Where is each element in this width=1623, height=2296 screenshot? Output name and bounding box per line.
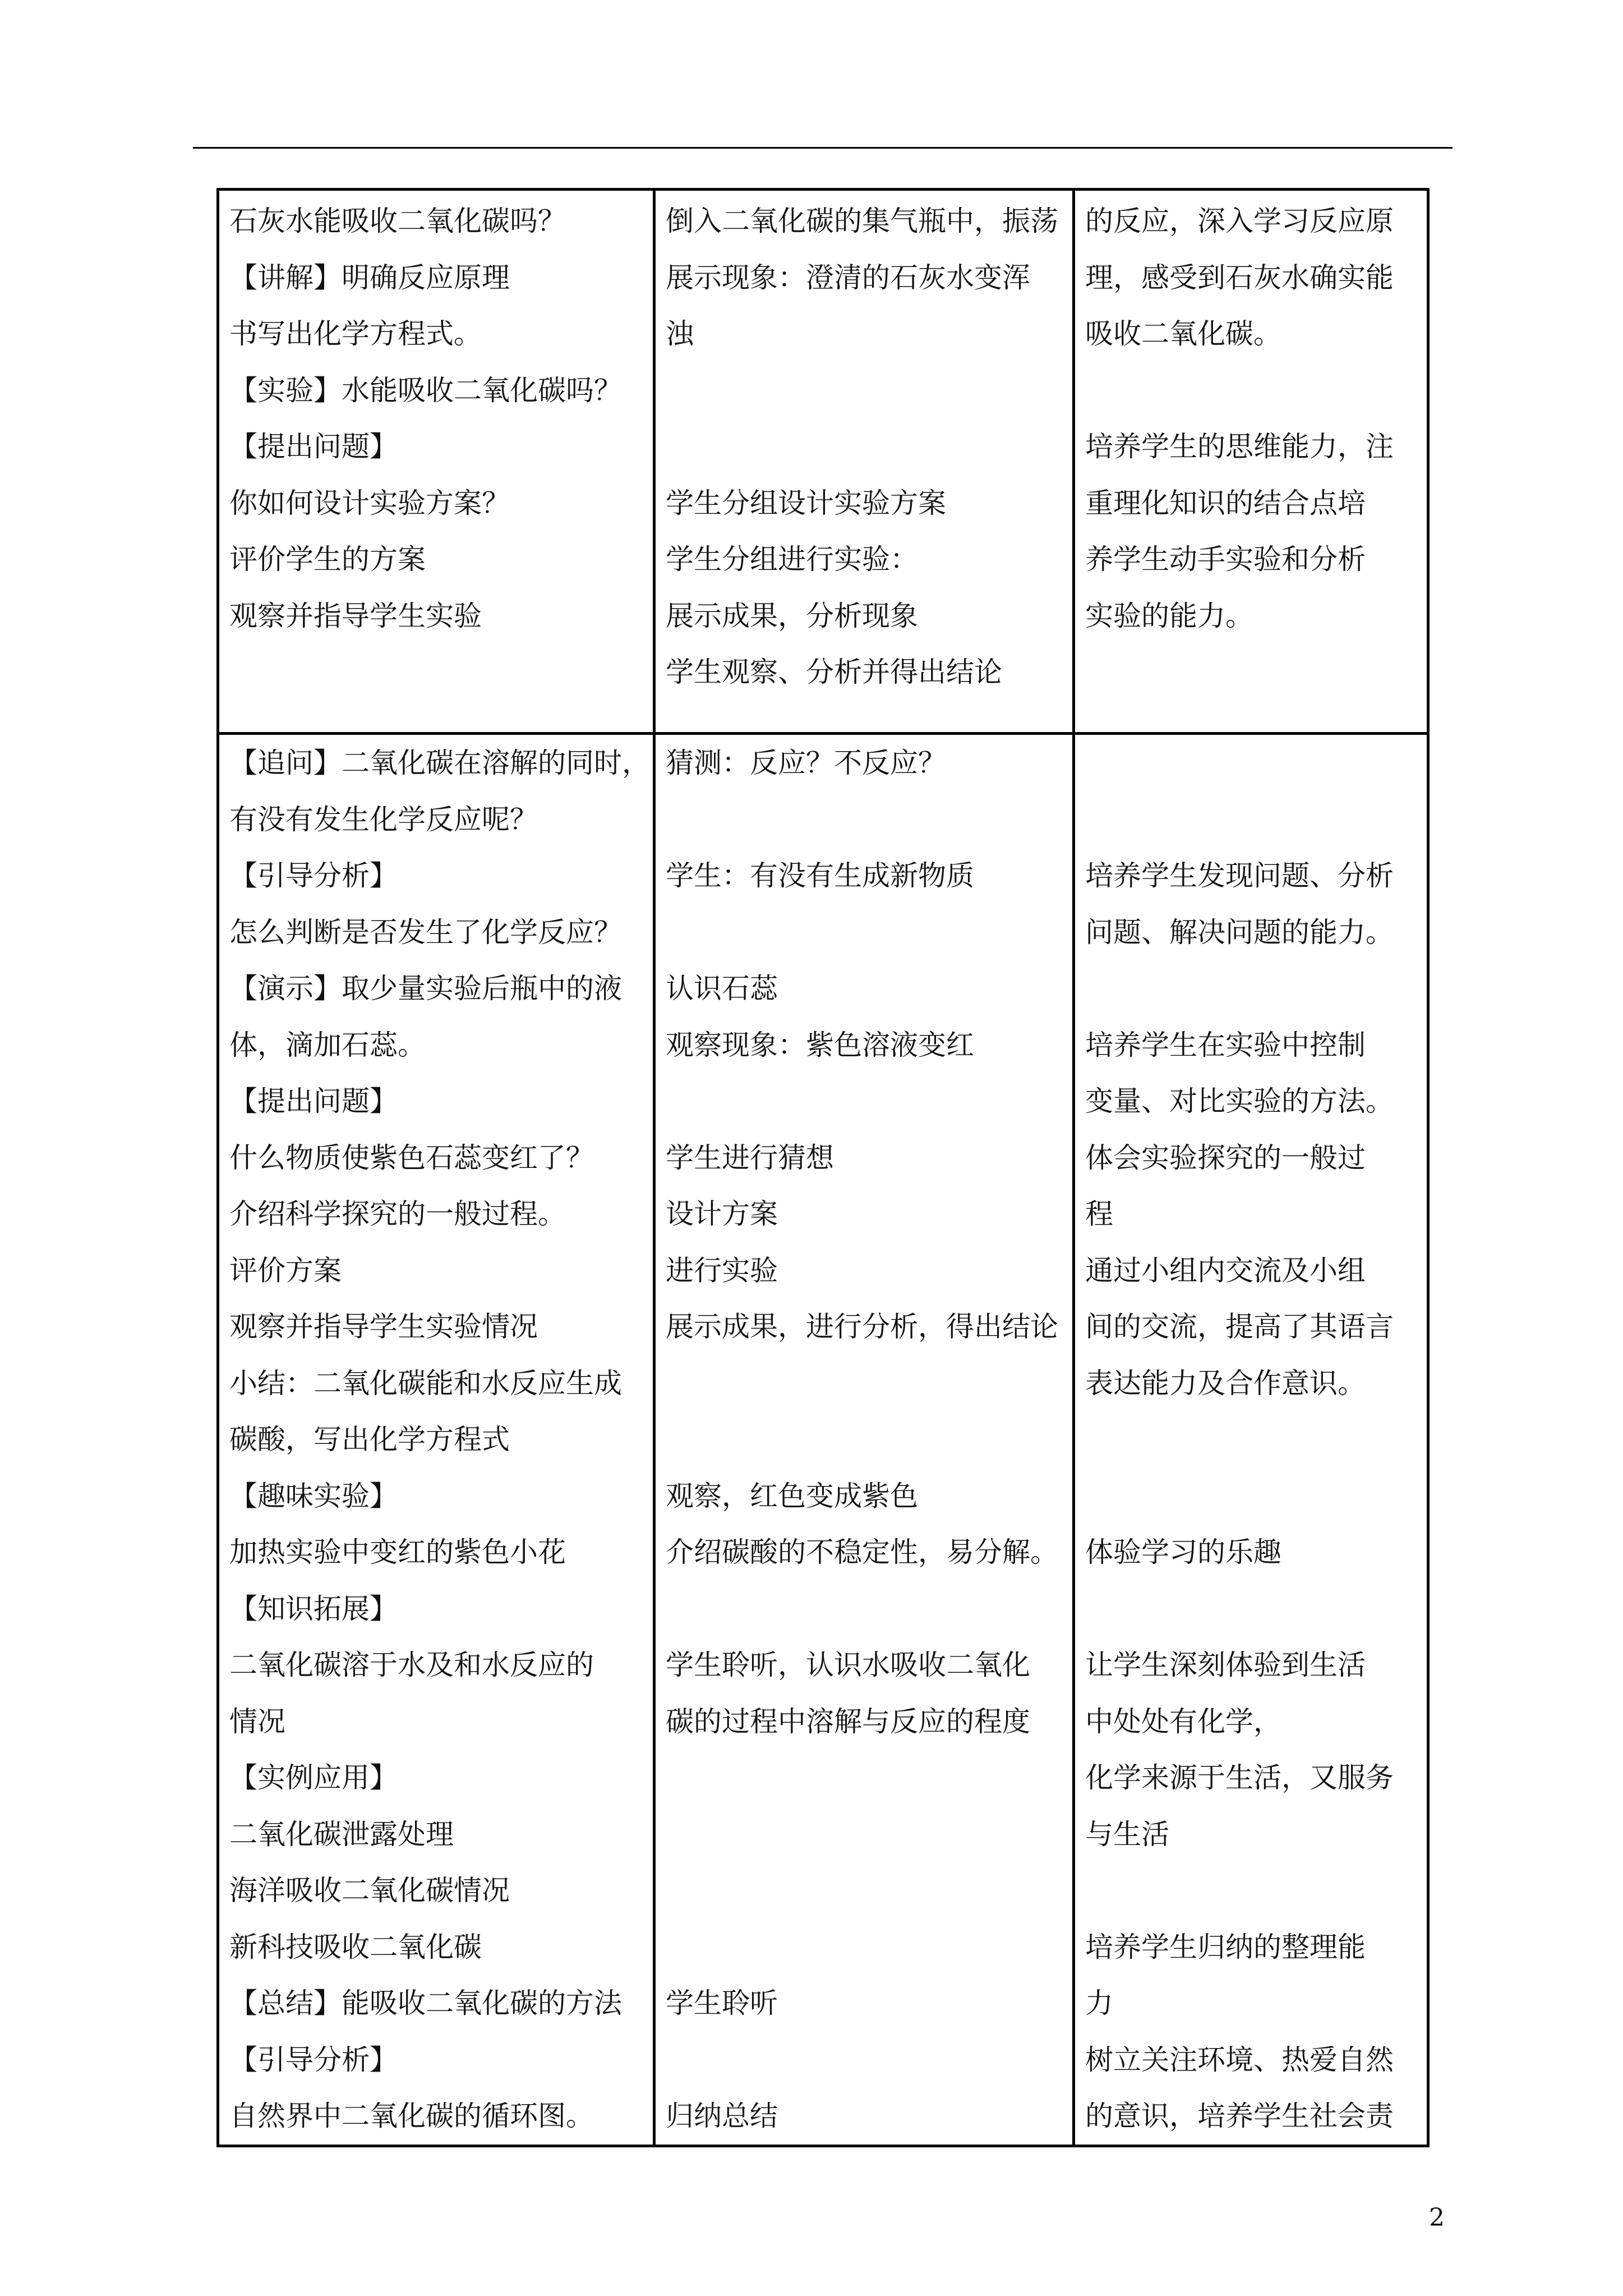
cell-line: 【引导分析】: [229, 859, 398, 892]
cell-line: 【追问】二氧化碳在溶解的同时，: [229, 747, 650, 779]
cell-line: [666, 1581, 1062, 1637]
cell-line: 展示现象：澄清的石灰水变浑: [666, 261, 1030, 294]
cell-line: [1085, 1581, 1417, 1637]
cell-line: 倒入二氧化碳的集气瓶中，振荡: [666, 205, 1058, 237]
cell-line: 碳酸，写出化学方程式: [229, 1423, 510, 1456]
cell-line: 变量、对比实验的方法。: [1085, 1085, 1394, 1117]
cell-line: [666, 418, 1062, 475]
design-intent-cell: [1074, 190, 1428, 734]
cell-line: [666, 1919, 1062, 1976]
cell-line: 中处处有化学，: [1085, 1705, 1281, 1738]
cell-line: 【引导分析】: [229, 2043, 398, 2076]
cell-line: 体，滴加石蕊。: [229, 1028, 426, 1061]
cell-line: 吸收二氧化碳。: [1085, 318, 1281, 350]
cell-line: 程: [1085, 1198, 1113, 1230]
cell-line: 你如何设计实验方案？: [229, 486, 510, 519]
cell-line: 树立关注环境、热爱自然: [1085, 2043, 1394, 2076]
cell-line: [666, 1355, 1062, 1412]
cell-line: 学生分组设计实验方案: [666, 486, 946, 519]
cell-line: 通过小组内交流及小组: [1085, 1254, 1366, 1287]
cell-line: 与生活: [1085, 1818, 1169, 1851]
cell-line: 怎么判断是否发生了化学反应？: [229, 915, 622, 949]
cell-line: 力: [1085, 1987, 1113, 2019]
cell-line: 观察并指导学生实验情况: [229, 1310, 538, 1343]
cell-line: 认识石蕊: [666, 972, 778, 1005]
cell-line: [666, 792, 1062, 848]
cell-line: [229, 644, 643, 701]
table-row: [218, 190, 1428, 734]
cell-line: 【总结】能吸收二氧化碳的方法: [229, 1987, 622, 2019]
cell-line: 学生进行猜想: [666, 1141, 834, 1174]
cell-line: 实验的能力。: [1085, 599, 1253, 632]
cell-line: 【提出问题】: [229, 430, 398, 463]
cell-line: 的意识，培养学生社会责: [1085, 2100, 1394, 2132]
cell-line: 问题、解决问题的能力。: [1085, 915, 1394, 949]
cell-line: 评价学生的方案: [229, 543, 426, 576]
cell-line: [666, 1411, 1062, 1468]
cell-line: 学生聆听，认识水吸收二氧化: [666, 1649, 1030, 1681]
cell-line: 碳的过程中溶解与反应的程度: [666, 1705, 1030, 1738]
cell-line: 设计方案: [666, 1198, 778, 1230]
cell-line: [1085, 792, 1417, 848]
cell-line: 什么物质使紫色石蕊变红了？: [229, 1141, 594, 1174]
cell-line: 情况: [229, 1705, 285, 1738]
cell-line: 【趣味实验】: [229, 1479, 398, 1512]
student-activity-cell: [654, 190, 1074, 734]
cell-line: [666, 1862, 1062, 1919]
cell-line: 浊: [666, 318, 694, 350]
cell-line: 培养学生在实验中控制: [1085, 1028, 1366, 1061]
cell-line: 养学生动手实验和分析: [1085, 543, 1366, 576]
cell-line: 表达能力及合作意识。: [1085, 1366, 1366, 1400]
cell-line: 培养学生归纳的整理能: [1085, 1930, 1366, 1963]
cell-line: 【实例应用】: [229, 1761, 398, 1794]
header-rule: [193, 147, 1453, 149]
cell-line: [1085, 362, 1417, 419]
student-activity-cell: [654, 734, 1074, 2146]
cell-line: 展示成果，分析现象: [666, 599, 918, 632]
cell-line: 小结：二氧化碳能和水反应生成: [229, 1366, 622, 1400]
cell-line: 培养学生发现问题、分析: [1085, 859, 1394, 892]
cell-line: 观察并指导学生实验: [229, 599, 482, 632]
cell-line: 学生分组进行实验：: [666, 543, 918, 576]
cell-line: [666, 1750, 1062, 1806]
cell-line: 书写出化学方程式。: [229, 318, 482, 350]
cell-line: 加热实验中变红的紫色小花: [229, 1536, 566, 1568]
cell-line: [1085, 1468, 1417, 1525]
cell-line: 二氧化碳溶于水及和水反应的: [229, 1649, 594, 1681]
cell-line: 【提出问题】: [229, 1085, 398, 1117]
cell-line: 理，感受到石灰水确实能: [1085, 261, 1394, 294]
cell-line: [666, 1806, 1062, 1863]
cell-line: 观察，红色变成紫色: [666, 1479, 918, 1512]
cell-line: [1085, 1862, 1417, 1919]
teacher-activity-cell: [218, 190, 654, 734]
cell-line: 间的交流，提高了其语言: [1085, 1310, 1394, 1343]
cell-line: 二氧化碳泄露处理: [229, 1818, 454, 1851]
table-row: [218, 734, 1428, 2146]
cell-line: [1085, 1411, 1417, 1468]
cell-line: 学生观察、分析并得出结论: [666, 656, 1002, 688]
cell-line: 有没有发生化学反应呢？: [229, 803, 538, 836]
cell-line: 【实验】水能吸收二氧化碳吗？: [229, 374, 622, 407]
cell-line: [1085, 644, 1417, 701]
cell-line: 化学来源于生活，又服务: [1085, 1761, 1394, 1794]
cell-line: 自然界中二氧化碳的循环图。: [229, 2100, 594, 2132]
cell-line: [1085, 960, 1417, 1017]
cell-line: 让学生深刻体验到生活: [1085, 1649, 1366, 1681]
cell-line: [666, 1073, 1062, 1130]
cell-line: 学生：有没有生成新物质: [666, 859, 974, 892]
cell-line: 猜测：反应？不反应？: [666, 747, 946, 779]
cell-line: 介绍碳酸的不稳定性，易分解。: [666, 1536, 1058, 1568]
cell-line: 【演示】取少量实验后瓶中的液: [229, 972, 622, 1005]
cell-line: [666, 904, 1062, 961]
cell-line: [1085, 735, 1417, 792]
cell-line: 学生聆听: [666, 1987, 778, 2019]
cell-line: 的反应，深入学习反应原: [1085, 205, 1394, 237]
cell-line: [666, 2032, 1062, 2088]
cell-line: 体会实验探究的一般过: [1085, 1141, 1366, 1174]
design-intent-cell: [1074, 734, 1428, 2146]
cell-line: 进行实验: [666, 1254, 778, 1287]
teacher-activity-cell: [218, 734, 654, 2146]
cell-line: 观察现象：紫色溶液变红: [666, 1028, 974, 1061]
lesson-plan-table: [216, 188, 1430, 2147]
cell-line: 体验学习的乐趣: [1085, 1536, 1281, 1568]
cell-line: 石灰水能吸收二氧化碳吗？: [229, 205, 566, 237]
cell-line: 海洋吸收二氧化碳情况: [229, 1874, 510, 1907]
cell-line: 介绍科学探究的一般过程。: [229, 1198, 566, 1230]
cell-line: 【知识拓展】: [229, 1592, 398, 1625]
cell-line: 新科技吸收二氧化碳: [229, 1930, 482, 1963]
cell-line: 评价方案: [229, 1254, 342, 1287]
cell-line: [666, 362, 1062, 419]
page-number: 2: [1429, 2203, 1445, 2232]
cell-line: 培养学生的思维能力，注: [1085, 430, 1394, 463]
cell-line: 重理化知识的结合点培: [1085, 486, 1366, 519]
cell-line: 归纳总结: [666, 2100, 778, 2132]
cell-line: 【讲解】明确反应原理: [229, 261, 510, 294]
cell-line: 展示成果，进行分析，得出结论: [666, 1310, 1058, 1343]
